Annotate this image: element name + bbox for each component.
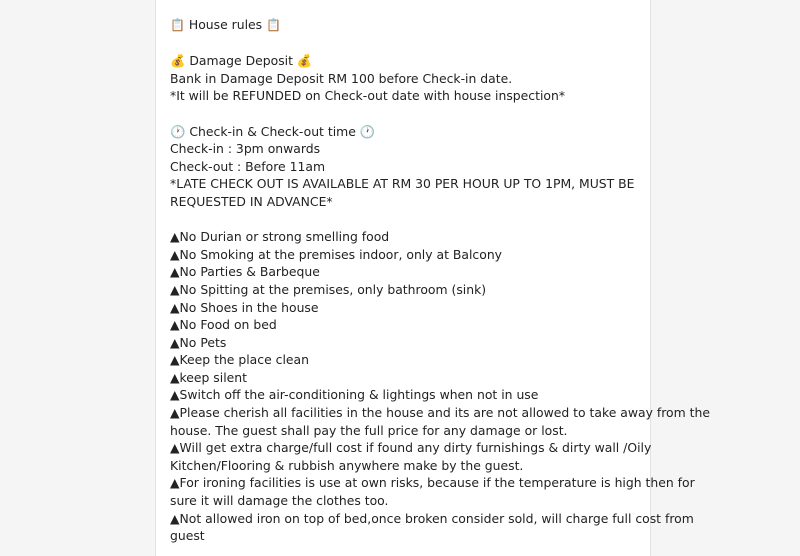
clipboard-icon: 📋 [266, 18, 282, 32]
rule-line: ▲No Smoking at the premises indoor, only at Balcony [170, 246, 503, 262]
late-checkout-line-1: *LATE CHECK OUT IS AVAILABLE AT RM 30 PER HOUR UP TO 1PM, MUST BE [170, 176, 635, 192]
money-bag-icon: 💰 [170, 53, 186, 69]
rule-line: ▲No Parties & Barbeque [170, 264, 320, 280]
rule-line: ▲For ironing facilities is use at own risks, because if the temperature is high then for [170, 475, 695, 491]
time-heading-text: Check-in & Check-out time [185, 123, 360, 139]
late-checkout-line-2: REQUESTED IN ADVANCE* [170, 193, 333, 209]
rule-line: ▲Please cherish all facilities in the house and its are not allowed to take away from the [170, 405, 710, 421]
clock-icon: 🕐 [170, 123, 186, 139]
rule-line: ▲Will get extra charge/full cost if found any dirty furnishings & dirty wall /Oily [170, 440, 652, 456]
clock-icon: 🕐 [359, 123, 376, 139]
checkout-time: Check-out : Before 11am [170, 158, 326, 174]
rule-line: ▲Not allowed iron on top of bed,once broken consider sold, will charge full cost from [170, 510, 694, 526]
rule-line: Kitchen/Flooring & rubbish anywhere make by the guest. [170, 457, 524, 473]
deposit-line-2: *It will be REFUNDED on Check-out date with house inspection* [170, 88, 566, 104]
spacer [170, 35, 640, 53]
house-rules-text [170, 16, 710, 545]
rule-line: guest [170, 528, 205, 544]
rule-line: ▲keep silent [170, 369, 247, 385]
house-rules-card [155, 0, 710, 556]
rule-line: ▲No Pets [170, 334, 227, 350]
money-bag-icon: 💰 [296, 53, 313, 69]
spacer [170, 105, 640, 123]
clipboard-icon: 📋 [170, 18, 185, 32]
deposit-heading [170, 52, 640, 70]
rule-line: ▲No Shoes in the house [170, 299, 319, 315]
rule-line: ▲Keep the place clean [170, 352, 309, 368]
deposit-line-1: Bank in Damage Deposit RM 100 before Check-in date. [170, 70, 513, 86]
rule-line: sure it will damage the clothes too. [170, 493, 389, 509]
rule-line: ▲Switch off the air-conditioning & lightings when not in use [170, 387, 539, 403]
spacer [170, 211, 640, 229]
rule-line: house. The guest shall pay the full price for any damage or lost. [170, 422, 568, 438]
rule-line: ▲No Food on bed [170, 317, 277, 333]
rule-line: ▲No Durian or strong smelling food [170, 229, 390, 245]
rule-line: ▲No Spitting at the premises, only bathroom (sink) [170, 281, 487, 297]
time-heading [170, 123, 640, 141]
title-text: House rules [184, 17, 267, 32]
checkin-time: Check-in : 3pm onwards [170, 141, 321, 157]
title-line [170, 16, 640, 35]
deposit-heading-text: Damage Deposit [185, 53, 297, 69]
